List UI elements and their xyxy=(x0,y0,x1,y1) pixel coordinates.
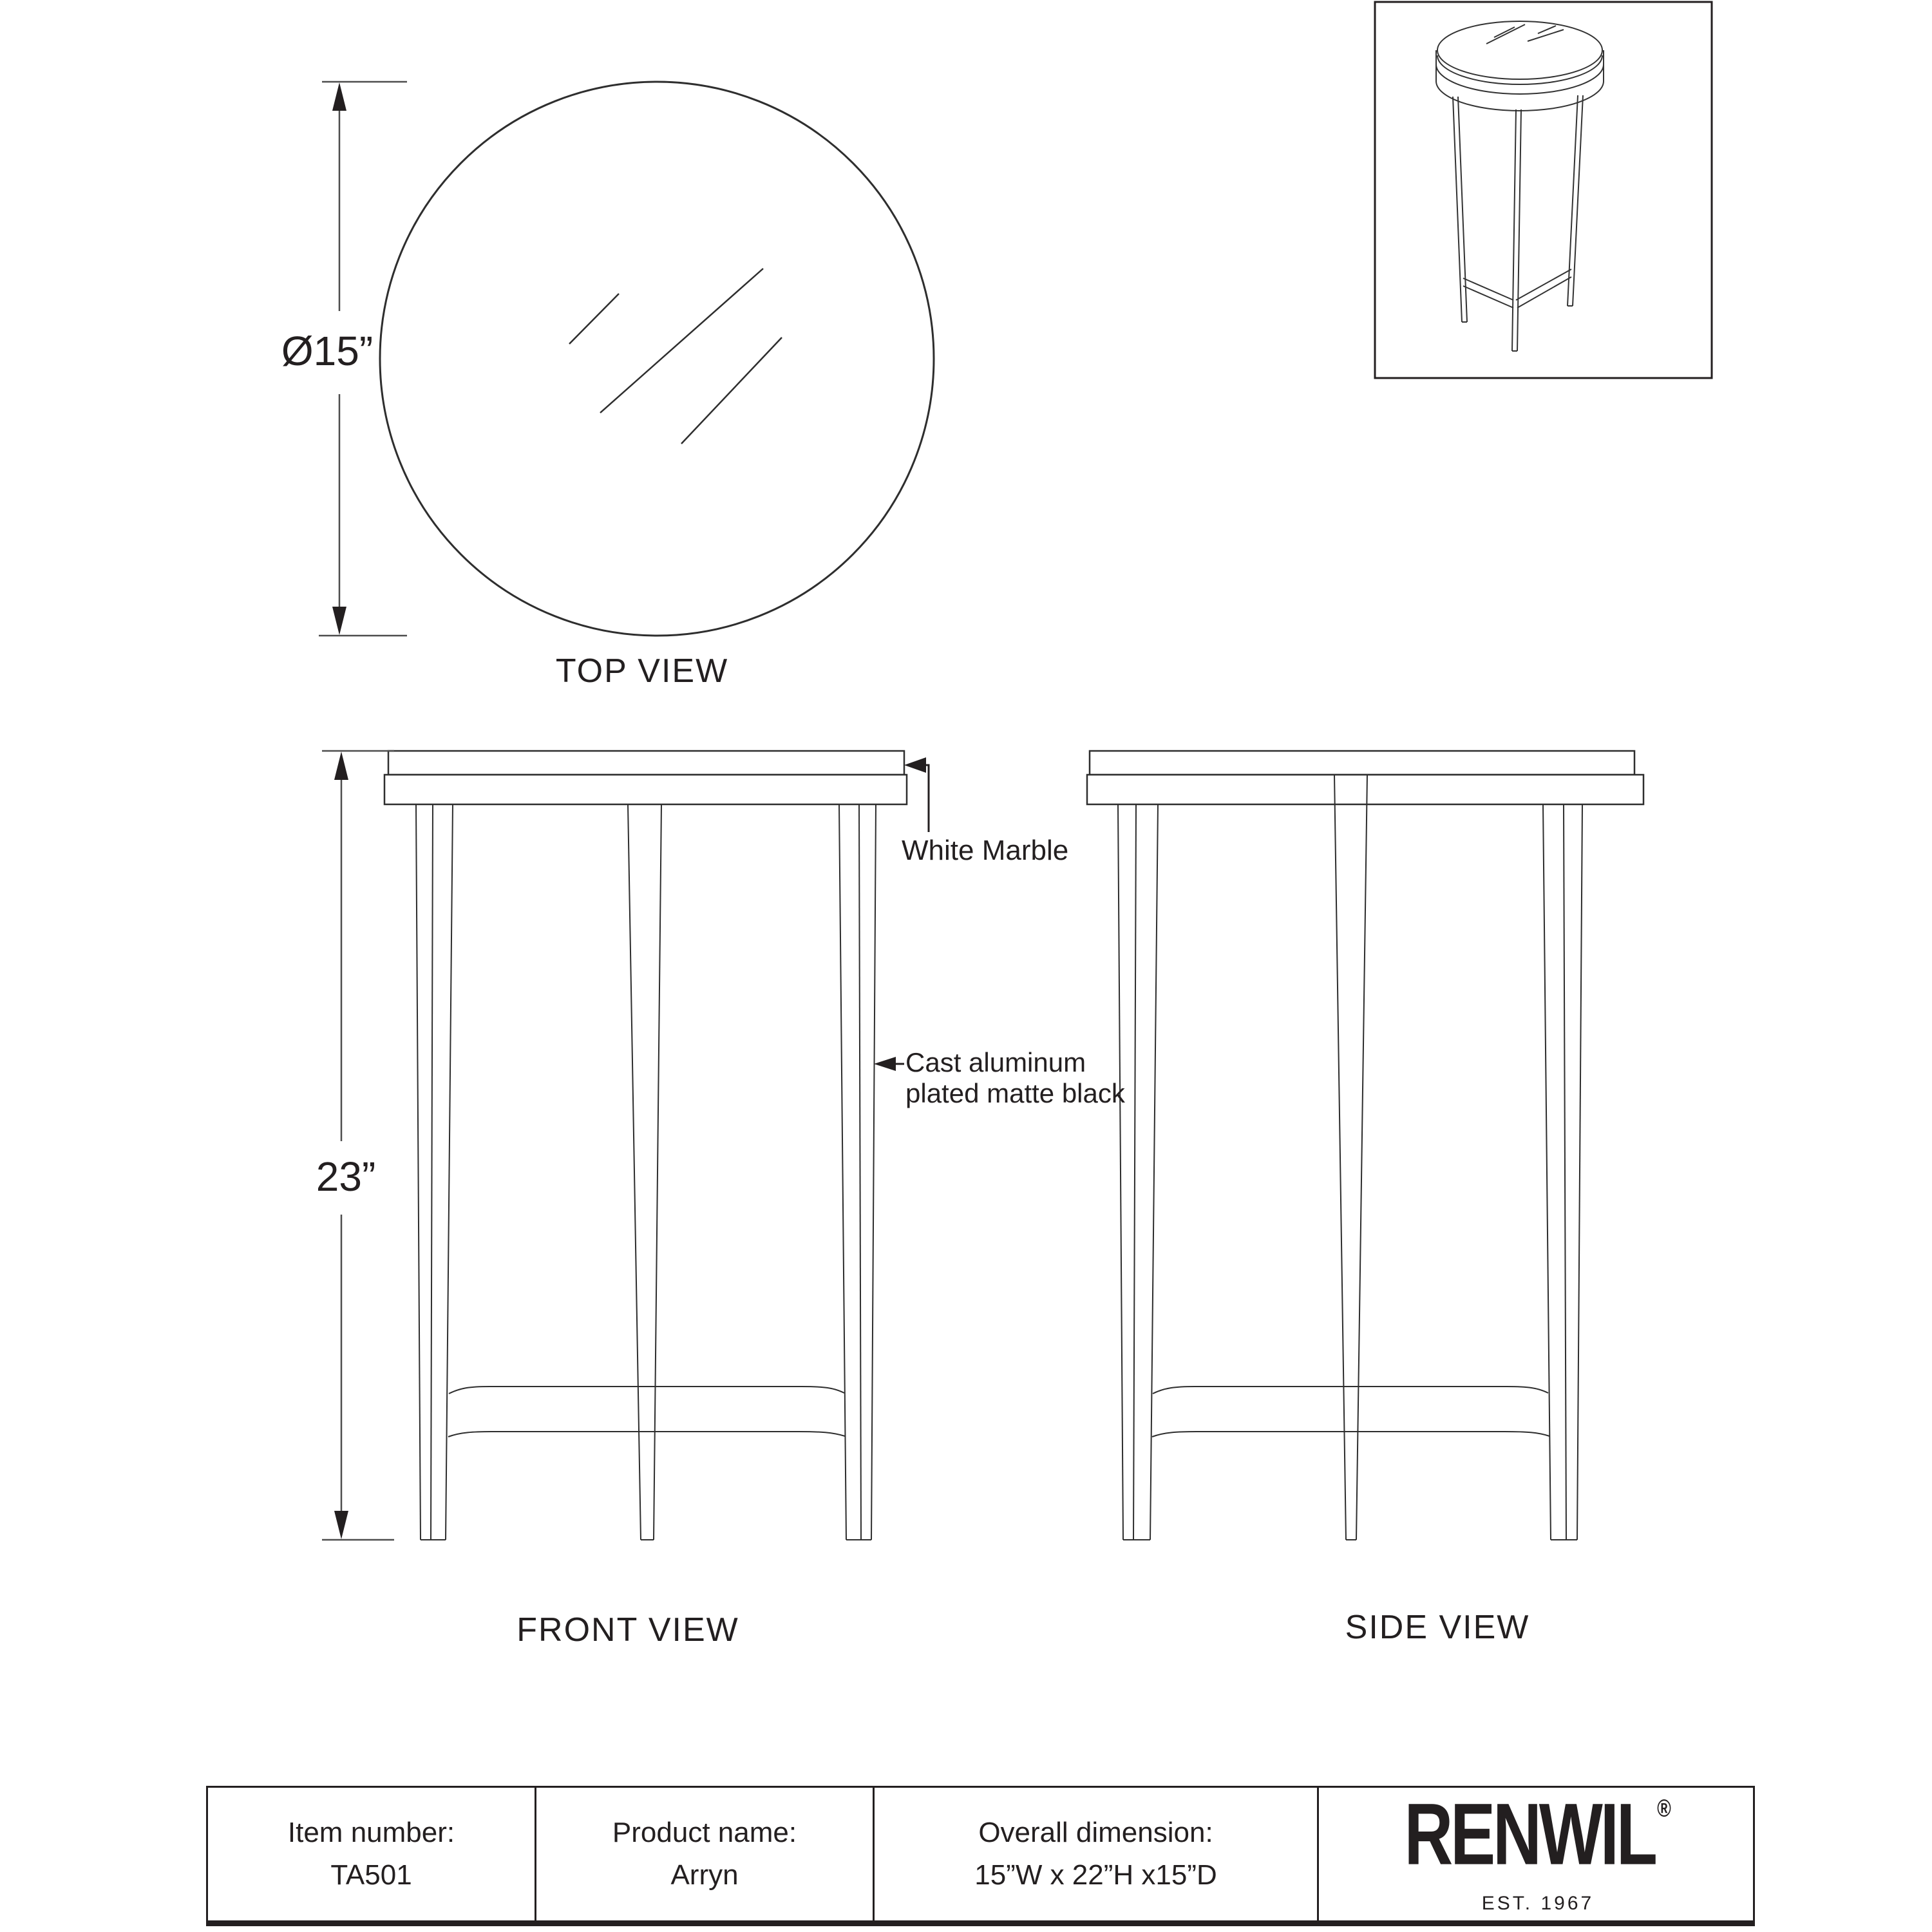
front-view-drawing xyxy=(384,751,907,1540)
spec-cell-product-name xyxy=(536,1788,875,1920)
overall-dimension-value: 15”W x 22”H x15”D xyxy=(974,1859,1217,1891)
arrow-left-icon xyxy=(904,757,926,773)
tabletop-circle xyxy=(380,82,934,636)
overall-dimension-label: Overall dimension: xyxy=(978,1817,1213,1848)
front-marble-slab xyxy=(388,751,904,775)
height-dimension xyxy=(322,751,394,1540)
spec-cell-overall-dimension xyxy=(875,1788,1319,1920)
registered-mark-icon: ® xyxy=(1657,1794,1672,1822)
side-view-drawing xyxy=(1087,751,1643,1540)
product-name-value: Arryn xyxy=(670,1859,739,1891)
cast-aluminum-annotation xyxy=(905,1047,1125,1110)
side-apron xyxy=(1087,775,1643,804)
isometric-thumbnail xyxy=(1436,21,1604,351)
arrow-down-icon xyxy=(332,607,346,635)
spec-cell-item-number xyxy=(208,1788,536,1920)
white-marble-annotation: White Marble xyxy=(902,835,1069,866)
front-apron xyxy=(384,775,907,804)
side-view-caption: SIDE VIEW xyxy=(1345,1609,1530,1646)
product-name-label: Product name: xyxy=(612,1817,797,1848)
item-number-label: Item number: xyxy=(287,1817,455,1848)
brand-est: EST. 1967 xyxy=(1481,1893,1595,1914)
arrow-up-icon xyxy=(334,752,348,780)
diameter-label: Ø15” xyxy=(281,328,374,374)
height-label: 23” xyxy=(316,1153,376,1200)
top-view-drawing xyxy=(380,82,934,636)
side-marble-slab xyxy=(1090,751,1634,775)
thumbnail-box xyxy=(1375,2,1712,378)
cast-aluminum-line1: Cast aluminum xyxy=(905,1047,1086,1077)
top-view-caption: TOP VIEW xyxy=(555,652,729,690)
front-view-caption: FRONT VIEW xyxy=(516,1611,739,1649)
glass-reflection-lines xyxy=(569,269,782,444)
brand-logo xyxy=(1404,1785,1672,1884)
white-marble-leader xyxy=(904,757,929,832)
spec-table xyxy=(206,1786,1755,1926)
spec-cell-brand xyxy=(1319,1785,1757,1920)
arrow-up-icon xyxy=(332,82,346,111)
cast-aluminum-leader xyxy=(874,1057,904,1071)
item-number-value: TA501 xyxy=(330,1859,412,1891)
arrow-down-icon xyxy=(334,1511,348,1539)
cast-aluminum-line2: plated matte black xyxy=(905,1078,1125,1109)
brand-name: RENWIL xyxy=(1404,1785,1656,1884)
arrow-left-icon xyxy=(874,1057,896,1071)
